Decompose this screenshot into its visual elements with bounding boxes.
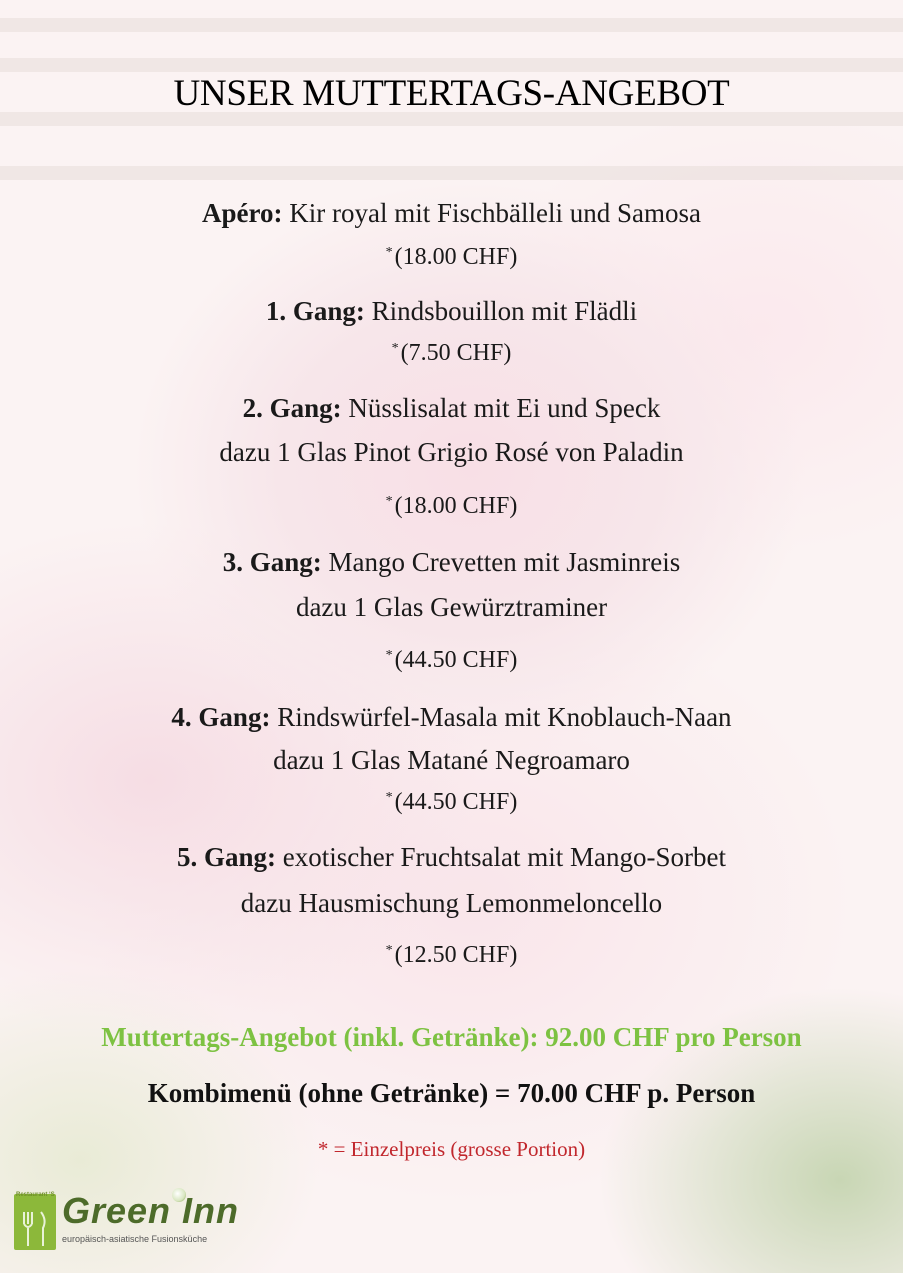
logo-wordmark: Green Inn [62, 1190, 240, 1231]
course-label: 1. Gang: [265, 296, 365, 326]
fork-knife-icon [14, 1194, 56, 1250]
course-3 [0, 547, 903, 578]
course-label: 2. Gang: [242, 393, 342, 423]
course-4 [0, 702, 903, 733]
offer-with-drinks: Muttertags-Angebot (inkl. Getränke): 92.00 CHF pro Person [101, 1022, 802, 1052]
course-dish: Nüsslisalat mit Ei und Speck [348, 393, 661, 423]
course-dish: Mango Crevetten mit Jasminreis [328, 547, 681, 577]
course-pairing: dazu 1 Glas Gewürztraminer [295, 592, 608, 622]
offer-without-drinks: Kombimenü (ohne Getränke) = 70.00 CHF p. Person [147, 1078, 756, 1108]
green-inn-logo [14, 1188, 244, 1260]
course-price: *(44.50 CHF) [385, 647, 518, 673]
course-pairing: dazu Hausmischung Lemonmeloncello [240, 888, 663, 918]
course-dish: Rindsbouillon mit Flädli [371, 296, 638, 326]
course-label: Apéro: [202, 198, 283, 228]
course-price: *(18.00 CHF) [385, 244, 518, 270]
logo-tagline: europäisch-asiatische Fusionsküche [62, 1234, 208, 1244]
course-price: *(12.50 CHF) [385, 942, 518, 968]
course-dish: Kir royal mit Fischbälleli und Samosa [289, 198, 701, 228]
cutlery-badge-icon: Restaurant ‘S [14, 1194, 56, 1250]
page-title: UNSER MUTTERTAGS-ANGEBOT [173, 73, 730, 114]
price-marker: * [385, 790, 393, 805]
course-label: 5. Gang: [177, 842, 277, 872]
course-pairing: dazu 1 Glas Pinot Grigio Rosé von Paladin [219, 437, 684, 467]
course-2 [0, 393, 903, 424]
course-label: 3. Gang: [222, 547, 322, 577]
course-price: *(18.00 CHF) [385, 493, 518, 519]
price-marker: * [385, 245, 393, 260]
course-5 [0, 842, 903, 873]
price-marker: * [385, 648, 393, 663]
course-price: *(7.50 CHF) [391, 340, 512, 366]
footnote: * = Einzelpreis (grosse Portion) [317, 1137, 586, 1161]
course-1 [0, 296, 903, 327]
course-dish: Rindswürfel-Masala mit Knoblauch-Naan [277, 702, 732, 732]
price-marker: * [391, 341, 399, 356]
course-apero [0, 198, 903, 229]
course-pairing: dazu 1 Glas Matané Negroamaro [273, 745, 630, 775]
course-price: *(44.50 CHF) [385, 789, 518, 815]
course-dish: exotischer Fruchtsalat mit Mango-Sorbet [282, 842, 726, 872]
course-label: 4. Gang: [171, 702, 271, 732]
price-marker: * [385, 943, 393, 958]
price-marker: * [385, 494, 393, 509]
